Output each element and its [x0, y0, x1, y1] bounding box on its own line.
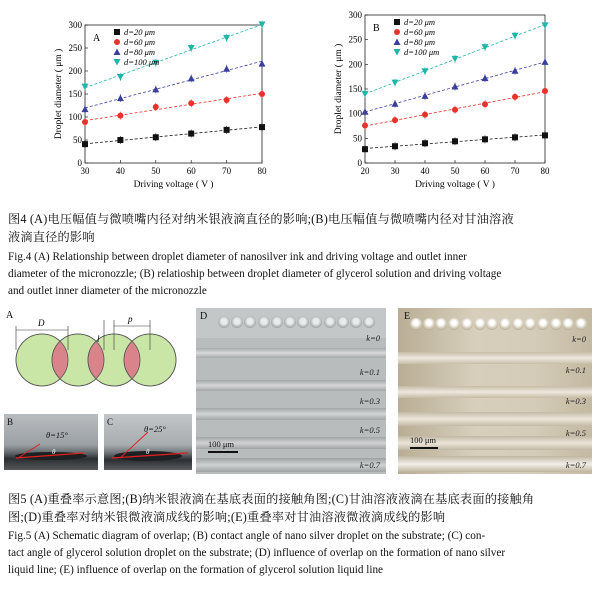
y-tick-label: 50	[73, 135, 82, 145]
x-tick-label: 30	[390, 166, 400, 176]
legend-label: d=60 μm	[404, 27, 436, 37]
data-point	[452, 138, 458, 144]
data-point	[259, 124, 265, 130]
y-tick-label: 250	[348, 34, 362, 45]
droplet-dot	[499, 318, 511, 330]
data-point	[422, 92, 429, 99]
droplet-dot	[435, 318, 447, 330]
droplet-dot	[350, 316, 362, 328]
y-tick-label: 200	[348, 59, 362, 70]
y-tick-label: 150	[348, 84, 362, 94]
legend-label: d=20 μm	[124, 27, 156, 37]
k-label-d-3: k=0.5	[359, 425, 380, 435]
droplet-dot	[284, 316, 296, 328]
data-point	[542, 88, 548, 94]
y-tick-label: 300	[68, 20, 82, 30]
droplet-dot	[461, 318, 473, 330]
legend-marker	[394, 29, 400, 35]
data-point	[152, 86, 159, 93]
droplet-dot	[258, 316, 270, 328]
legend-label: d=80 μm	[404, 37, 436, 47]
data-point	[153, 104, 159, 110]
scale-bar-d	[208, 451, 238, 453]
plot-frame	[85, 25, 262, 163]
data-point	[512, 94, 518, 100]
data-point	[117, 113, 123, 119]
legend-marker	[394, 49, 401, 56]
label-p: p	[128, 314, 133, 324]
y-tick-label: 200	[68, 66, 82, 76]
fig4-caption-en-line2: diameter of the micronozzle; (B) relatioship between droplet diameter of glycerol solution and driving voltage	[8, 268, 502, 280]
data-point	[482, 136, 488, 142]
x-tick-label: 70	[222, 166, 232, 176]
fig5-caption-cn-line1: 图5 (A)重叠率示意图;(B)纳米银液滴在基底表面的接触角图;(C)甘油溶液液滴在基底表面的接触角	[8, 492, 535, 506]
k-label-d-4: k=0.7	[359, 460, 380, 470]
y-tick-label: 0	[77, 158, 82, 168]
y-tick-label: 250	[68, 43, 82, 53]
droplet-dot	[218, 316, 230, 328]
k-label-d-2: k=0.3	[359, 396, 380, 406]
data-point	[362, 123, 368, 129]
data-point	[392, 143, 398, 149]
droplet-dot	[512, 318, 524, 330]
droplet-dot	[448, 318, 460, 330]
droplet-dot	[324, 316, 336, 328]
droplet-dot	[363, 316, 375, 328]
x-tick-label: 40	[115, 166, 125, 176]
fig4-caption-cn	[8, 210, 598, 246]
fit-line	[85, 25, 262, 88]
fig5-caption-en-line2: tact angle of glycerol solution droplet on the substrate; (D) influence of overlap on the formation of nano silver	[8, 547, 506, 559]
droplet-dot	[550, 318, 562, 330]
legend-label: d=100 μm	[124, 57, 160, 67]
droplet-dot	[244, 316, 256, 328]
overlap-schematic	[4, 306, 192, 406]
theta-symbol-b: θ	[52, 448, 56, 456]
y-tick-label: 0	[357, 158, 362, 168]
panel-label: A	[93, 33, 101, 44]
y-axis-label: Droplet diameter ( μm )	[54, 48, 64, 140]
data-point	[188, 100, 194, 106]
fit-line	[85, 61, 262, 108]
legend-label: d=80 μm	[124, 47, 156, 57]
data-point	[422, 112, 428, 118]
fig4-caption-cn-line2: 液滴直径的影响	[8, 230, 95, 244]
data-point	[223, 65, 230, 72]
droplet-dot	[486, 318, 498, 330]
data-point	[117, 95, 124, 102]
data-point	[392, 80, 399, 87]
panel-b-label: B	[7, 417, 14, 427]
fig4-caption-cn-line1: 图4 (A)电压幅值与微喷嘴内径对纳米银液滴直径的影响;(B)电压幅值与微喷嘴内径对甘油溶液	[8, 212, 514, 226]
data-point	[362, 91, 369, 98]
legend-label: d=60 μm	[124, 37, 156, 47]
data-point	[542, 132, 548, 138]
droplet-dot	[271, 316, 283, 328]
nanosilver-line-photo	[196, 308, 386, 474]
fig5-caption-en-line3: liquid line; (E) influence of overlap on the formation of glycerol solution liquid line	[8, 564, 383, 576]
y-tick-label: 100	[68, 112, 82, 122]
label-d: D	[38, 318, 45, 328]
x-tick-label: 30	[80, 166, 90, 176]
theta-symbol-c: θ	[146, 448, 150, 456]
droplet-dot	[410, 318, 422, 330]
fig5-caption-en-line1: Fig.5 (A) Schematic diagram of overlap; (B) contact angle of nano silver droplet on the substrate; (C) con-	[8, 530, 486, 542]
y-tick-label: 150	[68, 89, 82, 99]
k-label-e-3: k=0.5	[565, 428, 586, 438]
x-tick-label: 70	[510, 166, 520, 176]
data-point	[512, 33, 519, 40]
legend-marker	[114, 39, 120, 45]
y-tick-label: 300	[348, 10, 362, 20]
data-point	[422, 140, 428, 146]
x-axis-label: Driving voltage ( V )	[133, 180, 214, 190]
fig5-caption-en	[8, 528, 598, 579]
x-axis-label: Driving voltage ( V )	[415, 180, 495, 190]
data-point	[259, 60, 266, 67]
legend-marker	[394, 19, 400, 25]
droplet-dot	[562, 318, 574, 330]
data-point	[82, 141, 88, 147]
data-point	[392, 117, 398, 123]
x-tick-label: 50	[151, 166, 161, 176]
k-label-e-0: k=0	[572, 334, 586, 344]
data-point	[224, 127, 230, 133]
contact-angle-photo-b	[4, 414, 98, 470]
data-point	[452, 107, 458, 113]
data-point	[392, 100, 399, 107]
data-point	[82, 119, 88, 125]
label-l: l	[97, 334, 100, 344]
legend-marker	[114, 59, 121, 66]
legend-label: d=100 μm	[404, 47, 440, 57]
k-label-e-2: k=0.3	[565, 396, 586, 406]
data-point	[362, 146, 368, 152]
fig5-caption-cn	[8, 490, 598, 526]
contact-angle-b-text: θ=15°	[46, 430, 68, 440]
droplet-dot	[537, 318, 549, 330]
data-point	[482, 44, 489, 51]
glycerol-line-photo	[398, 308, 592, 474]
legend-marker	[114, 29, 120, 35]
data-point	[153, 134, 159, 140]
data-point	[188, 131, 194, 137]
x-tick-label: 60	[186, 166, 196, 176]
k-label-d-1: k=0.1	[359, 367, 380, 377]
droplet-dot	[310, 316, 322, 328]
x-tick-label: 50	[450, 166, 460, 176]
droplet-dot	[474, 318, 486, 330]
y-tick-label: 100	[348, 108, 362, 119]
chart-b	[300, 0, 602, 200]
legend-marker	[394, 39, 401, 46]
legend-label: d=20 μm	[404, 17, 436, 27]
scale-label-e: 100 μm	[410, 435, 437, 445]
droplet-dot	[297, 316, 309, 328]
panel-a-label: A	[6, 310, 14, 321]
fig4-caption-en-line1: Fig.4 (A) Relationship between droplet diameter of nanosilver ink and driving voltage and outlet inner	[8, 251, 467, 263]
data-point	[117, 74, 124, 81]
data-point	[512, 67, 519, 74]
scale-label-d: 100 μm	[208, 439, 235, 449]
legend-marker	[114, 49, 121, 56]
k-label-e-1: k=0.1	[565, 365, 586, 375]
scale-bar-e	[410, 447, 438, 449]
fit-line	[85, 93, 262, 120]
x-tick-label: 80	[540, 166, 550, 176]
x-tick-label: 20	[360, 166, 370, 176]
data-point	[188, 75, 195, 82]
x-tick-label: 60	[480, 166, 490, 176]
fig4-caption-en-line3: and outlet inner diameter of the micronozzle	[8, 285, 207, 297]
contact-angle-c-text: θ=25°	[144, 424, 166, 434]
k-label-d-0: k=0	[366, 333, 380, 343]
droplet-dot	[524, 318, 536, 330]
droplet-dot	[231, 316, 243, 328]
panel-e-label: E	[404, 311, 411, 322]
droplet-dot	[337, 316, 349, 328]
panel-d-label: D	[200, 311, 208, 322]
y-tick-label: 50	[353, 133, 362, 144]
x-tick-label: 80	[257, 166, 267, 176]
data-point	[117, 137, 123, 143]
panel-c-label: C	[107, 417, 114, 427]
data-point	[542, 58, 549, 65]
droplet-dot	[423, 318, 435, 330]
panel-label: B	[373, 23, 380, 34]
data-point	[259, 91, 265, 97]
chart-a	[0, 0, 300, 200]
droplet-dot	[575, 318, 587, 330]
fit-line	[85, 127, 262, 144]
x-tick-label: 40	[420, 166, 430, 176]
data-point	[224, 97, 230, 103]
data-point	[82, 106, 89, 113]
fig4-caption-en	[8, 249, 598, 300]
data-point	[452, 56, 459, 63]
fig5-caption-cn-line2: 图;(D)重叠率对纳米银微液滴成线的影响;(E)重叠率对甘油溶液微液滴成线的影响	[8, 510, 446, 524]
y-axis-label: Droplet diameter ( μm )	[334, 43, 344, 135]
data-point	[512, 134, 518, 140]
k-label-e-4: k=0.7	[565, 460, 586, 470]
contact-angle-photo-c	[104, 414, 192, 470]
data-point	[482, 101, 488, 107]
